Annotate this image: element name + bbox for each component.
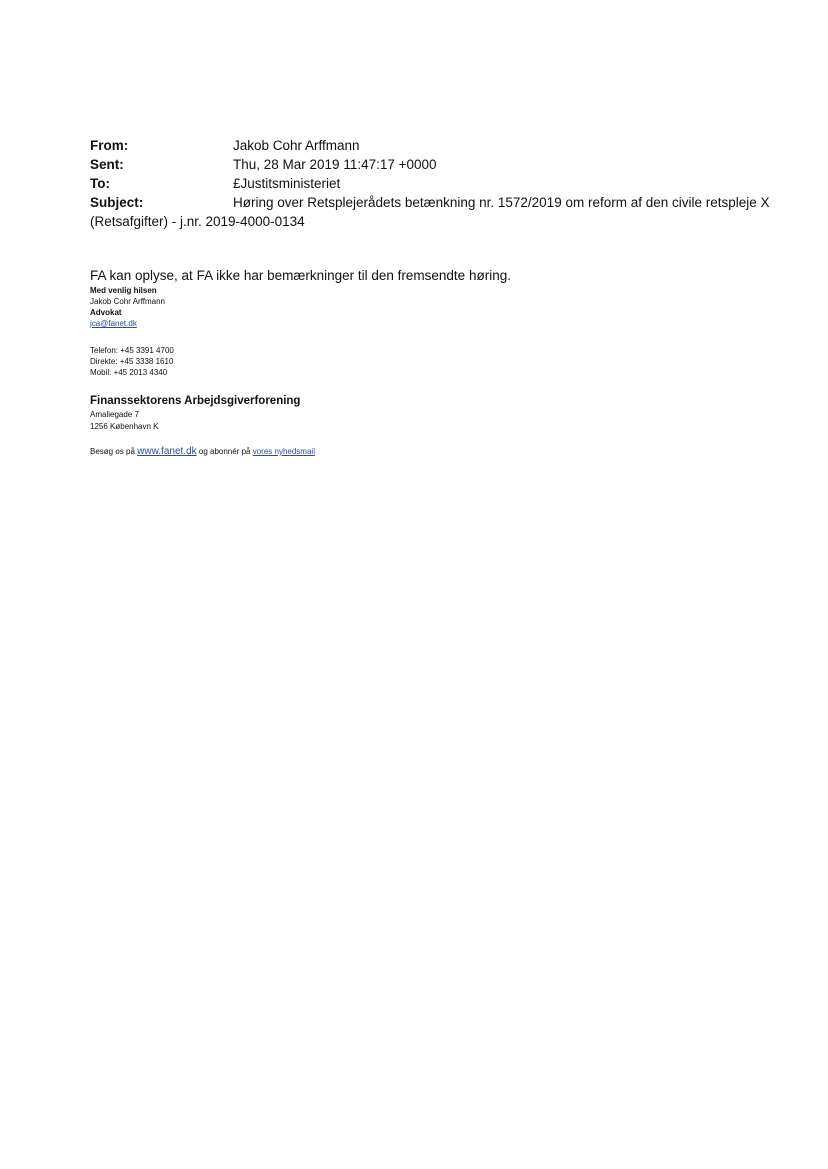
subject-label: Subject: — [90, 195, 144, 210]
from-value: Jakob Cohr Arffmann — [233, 138, 360, 153]
mobile-line: Mobil: +45 2013 4340 — [90, 368, 168, 377]
signature-email-link[interactable]: jca@fanet.dk — [90, 319, 137, 328]
sent-label: Sent: — [90, 157, 124, 172]
company-name: Finanssektorens Arbejdsgiverforening — [90, 395, 301, 407]
signature-title: Advokat — [90, 308, 122, 317]
direct-line: Direkte: +45 3338 1610 — [90, 357, 174, 366]
from-row — [90, 136, 790, 155]
phone-line: Telefon: +45 3391 4700 — [90, 346, 174, 355]
website-link[interactable]: www.fanet.dk — [137, 446, 197, 457]
newsletter-link[interactable]: vores nyhedsmail — [252, 447, 315, 456]
to-row — [90, 174, 790, 193]
sent-value: Thu, 28 Mar 2019 11:47:17 +0000 — [233, 157, 437, 172]
footer-visit-line — [90, 446, 315, 458]
subject-row — [90, 193, 790, 231]
signature-greeting: Med venlig hilsen — [90, 286, 157, 295]
to-value: £Justitsministeriet — [233, 176, 341, 191]
to-label: To: — [90, 176, 110, 191]
company-block — [90, 394, 300, 433]
company-city: 1256 København K — [90, 422, 159, 431]
subject-value: Høring over Retsplejerådets betænkning nr. 1572/2019 om reform af den civile retspleje X (Retsafgifter) - j.nr. 2019-4000-0134 — [90, 195, 770, 229]
email-header — [90, 136, 790, 231]
visit-middle: og abonnér på — [198, 447, 251, 456]
sent-row — [90, 155, 790, 174]
from-label: From: — [90, 138, 129, 153]
contact-numbers — [90, 345, 174, 378]
company-street: Amaliegade 7 — [90, 410, 139, 419]
signature — [90, 285, 165, 329]
message-body: FA kan oplyse, at FA ikke har bemærkninger til den fremsendte høring. — [90, 268, 511, 283]
visit-prefix: Besøg os på — [90, 447, 135, 456]
signature-name: Jakob Cohr Arffmann — [90, 297, 166, 306]
